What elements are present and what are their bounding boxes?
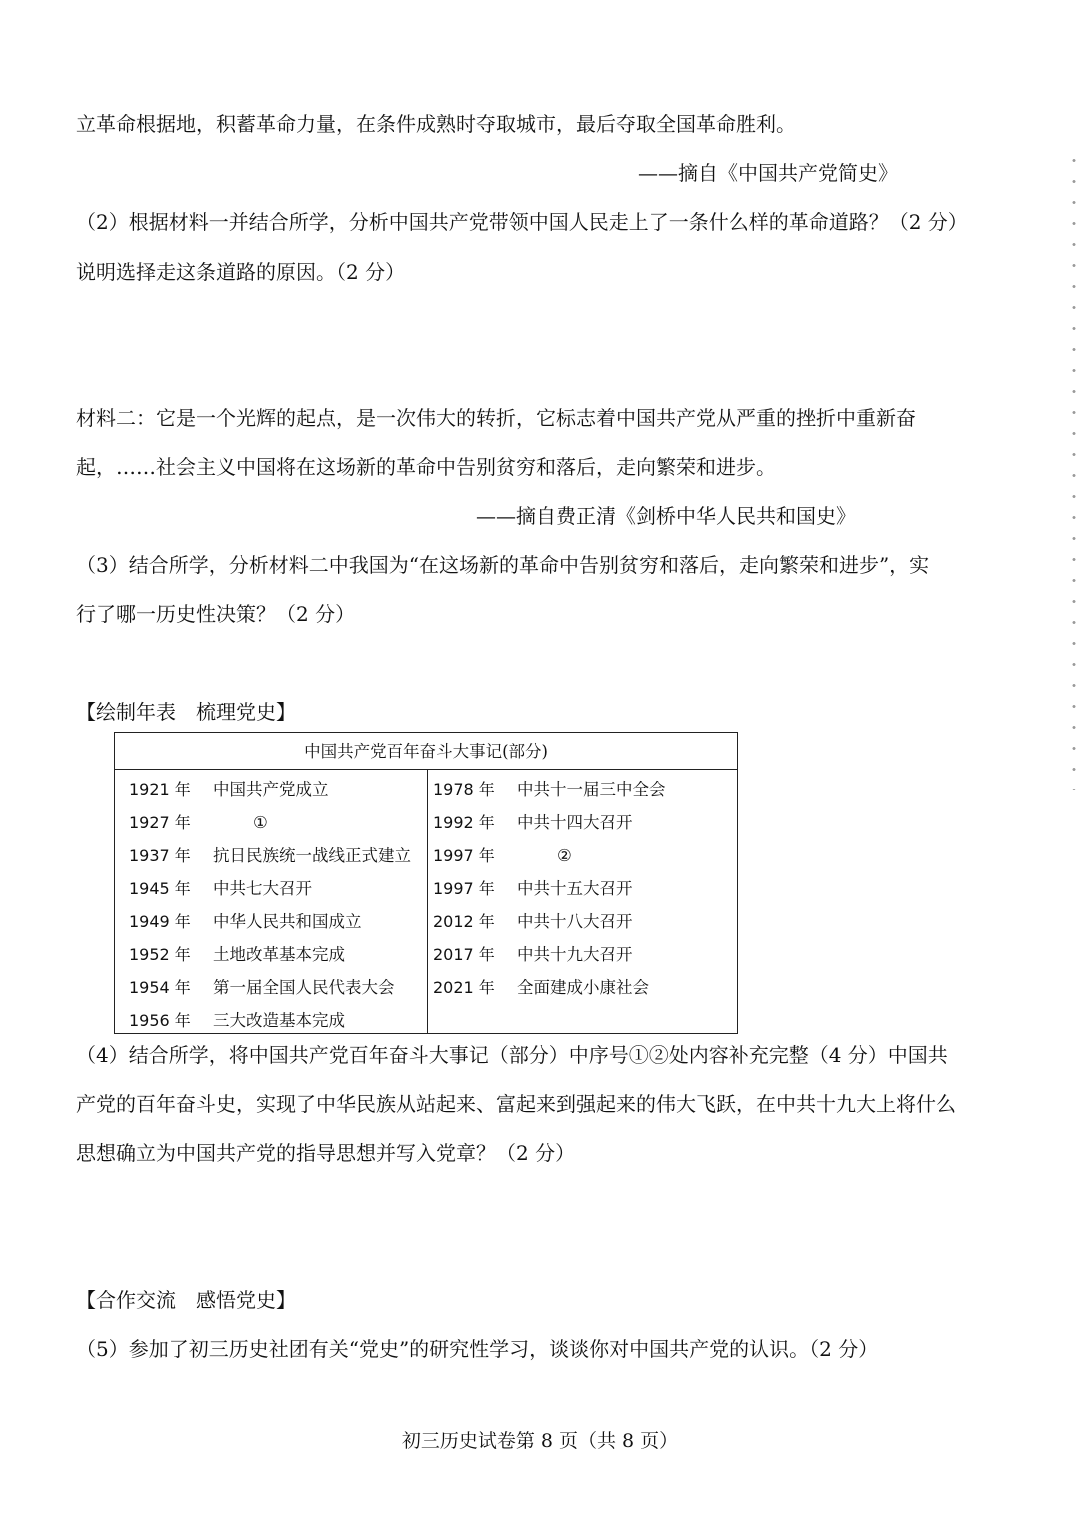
- table-event: 抗日民族统一战线正式建立: [213, 846, 411, 865]
- table-year: 2012 年: [433, 912, 495, 931]
- table-year: 1956 年: [129, 1011, 191, 1030]
- table-event: 中华人民共和国成立: [213, 912, 362, 931]
- material-two-line-1: 材料二：它是一个光辉的起点，是一次伟大的转折，它标志着中国共产党从严重的挫折中重新奋: [76, 406, 916, 430]
- table-year: 1921 年: [129, 780, 191, 799]
- question-4-line-3: 思想确立为中国共产党的指导思想并写入党章？（2 分）: [76, 1141, 576, 1165]
- table-event: 中共十八大召开: [517, 912, 633, 931]
- source-citation-two: ——摘自费正清《剑桥中华人民共和国史》: [476, 504, 856, 528]
- question-2-line-1: （2）根据材料一并结合所学，分析中国共产党带领中国人民走上了一条什么样的革命道路？（2 分）: [76, 210, 968, 234]
- table-event: 土地改革基本完成: [213, 945, 345, 964]
- question-4-line-2: 产党的百年奋斗史，实现了中华民族从站起来、富起来到强起来的伟大飞跃，在中共十九大上将什么: [76, 1092, 956, 1116]
- table-year: 1952 年: [129, 945, 191, 964]
- table-event: 中共十九大召开: [517, 945, 633, 964]
- table-event: 中国共产党成立: [213, 780, 329, 799]
- material-two-line-2: 起，……社会主义中国将在这场新的革命中告别贫穷和落后，走向繁荣和进步。: [76, 455, 776, 479]
- question-2-line-2: 说明选择走这条道路的原因。（2 分）: [76, 260, 406, 284]
- question-4-line-1: （4）结合所学，将中国共产党百年奋斗大事记（部分）中序号①②处内容补充完整（4 分）中国共: [76, 1043, 948, 1067]
- table-event: 全面建成小康社会: [517, 978, 649, 997]
- question-3-line-1: （3）结合所学，分析材料二中我国为“在这场新的革命中告别贫穷和落后，走向繁荣和进步”，实: [76, 553, 930, 577]
- table-year: 2017 年: [433, 945, 495, 964]
- question-5: （5）参加了初三历史社团有关“党史”的研究性学习，谈谈你对中国共产党的认识。（2 分）: [76, 1337, 879, 1361]
- table-year: 1927 年: [129, 813, 191, 832]
- table-event: 中共七大召开: [213, 879, 312, 898]
- table-year: 1997 年: [433, 846, 495, 865]
- page-footer: 初三历史试卷第 8 页（共 8 页）: [401, 1430, 679, 1452]
- timeline-table-title: 中国共产党百年奋斗大事记(部分): [115, 733, 737, 770]
- blank-marker-1: ①: [253, 813, 268, 832]
- table-year: 2021 年: [433, 978, 495, 997]
- table-year: 1978 年: [433, 780, 495, 799]
- table-event: 中共十一届三中全会: [517, 780, 666, 799]
- table-year: 1997 年: [433, 879, 495, 898]
- table-event: 中共十四大召开: [517, 813, 633, 832]
- section-title-timeline: 【绘制年表 梳理党史】: [76, 700, 296, 724]
- section-title-discussion: 【合作交流 感悟党史】: [76, 1288, 296, 1312]
- table-year: 1992 年: [433, 813, 495, 832]
- table-event: 三大改造基本完成: [213, 1011, 345, 1030]
- blank-marker-2: ②: [557, 846, 572, 865]
- timeline-table-divider: [427, 769, 428, 1033]
- table-event: 中共十五大召开: [517, 879, 633, 898]
- table-year: 1954 年: [129, 978, 191, 997]
- material-one-continuation: 立革命根据地，积蓄革命力量，在条件成熟时夺取城市，最后夺取全国革命胜利。: [76, 112, 796, 136]
- table-year: 1937 年: [129, 846, 191, 865]
- binding-margin-dots: [1072, 150, 1076, 790]
- table-year: 1945 年: [129, 879, 191, 898]
- source-citation-one: ——摘自《中国共产党简史》: [638, 161, 898, 185]
- timeline-table: [114, 732, 738, 1034]
- table-year: 1949 年: [129, 912, 191, 931]
- table-event: 第一届全国人民代表大会: [213, 978, 395, 997]
- question-3-line-2: 行了哪一历史性决策？（2 分）: [76, 602, 356, 626]
